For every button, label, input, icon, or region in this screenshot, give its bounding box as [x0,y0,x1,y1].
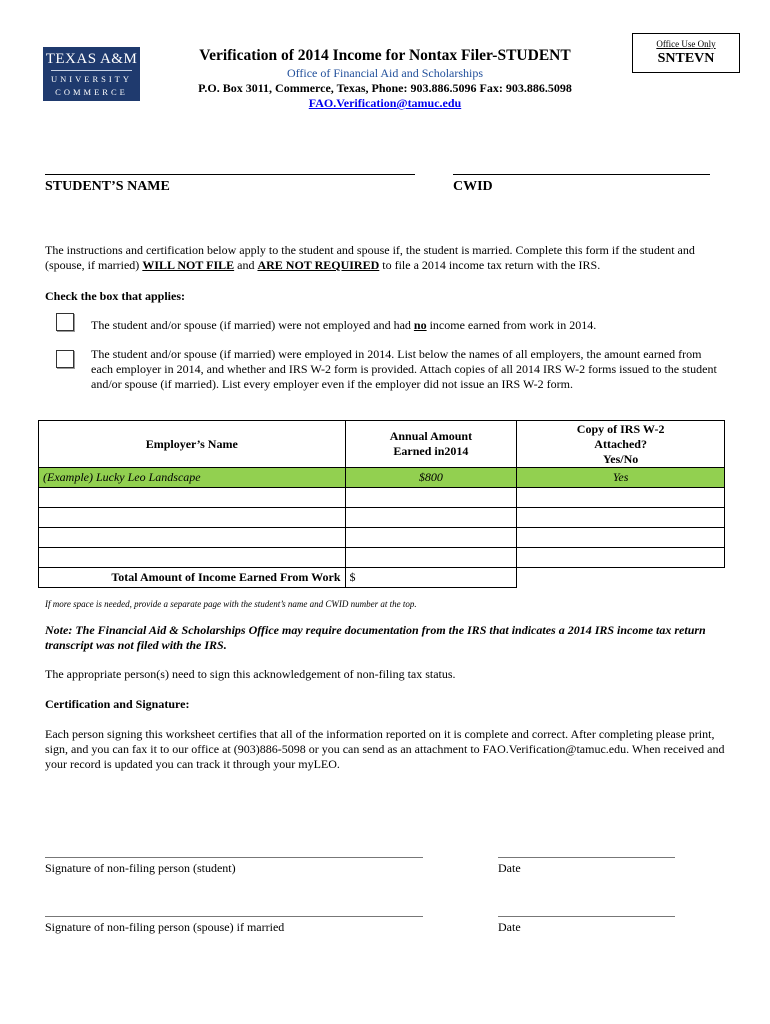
irs-note: Note: The Financial Aid & Scholarships Office may require documentation from the IRS that indicates a 2014 IRS income tax return transcript was not filed with the IRS. [45,623,706,652]
employer-name-header: Employer’s Name [39,421,346,468]
student-date-label: Date [498,861,521,875]
student-signature-label: Signature of non-filing person (student) [45,861,236,875]
example-row [39,468,725,488]
will-not-file: WILL NOT FILE [142,258,235,272]
cwid-label: CWID [453,179,493,194]
total-label: Total Amount of Income Earned From Work [39,568,346,588]
student-name-field[interactable] [45,174,415,175]
university-logo [43,47,140,101]
option-not-employed [91,318,721,333]
logo-line-2: UNIVERSITY [51,74,132,84]
form-title: Verification of 2014 Income for Nontax Filer-STUDENT [199,47,571,64]
table-row[interactable] [39,508,725,528]
office-email-link[interactable]: FAO.Verification@tamuc.edu [308,96,462,110]
office-use-code: SNTEVN [657,51,715,66]
instructions-part-2: to file a 2014 income tax return with the IRS. [379,258,601,272]
spouse-date-field[interactable] [498,916,675,917]
student-name-label: STUDENT’S NAME [45,179,170,194]
option-1-no: no [413,318,427,332]
example-amount: $800 [345,468,517,488]
option-employed: The student and/or spouse (if married) were employed in 2014. List below the names of all employers, the amount earned from each employer in 2014, and whether and IRS W-2 form is provided. Attach copies of all 2014 IRS W-2 forms issued to the student and/or spouse (if married). List every employer even if the employer did not issue an IRS W-2 form. [91,347,717,391]
w2-header: Copy of IRS W-2 Attached? Yes/No [517,421,725,468]
table-footnote: If more space is needed, provide a separate page with the student’s name and CWID number at the top. [45,599,417,609]
employed-checkbox[interactable] [56,350,74,368]
option-1-after: income earned from work in 2014. [426,318,597,332]
spouse-date-label: Date [498,920,521,934]
total-row [39,568,725,588]
cwid-field[interactable] [453,174,710,175]
spouse-signature-field[interactable] [45,916,423,917]
not-required: ARE NOT REQUIRED [257,258,380,272]
example-employer: (Example) Lucky Leo Landscape [39,468,346,488]
logo-line-1: TEXAS A&M [45,51,138,67]
total-amount-field[interactable]: $ [345,568,517,588]
table-header-row [39,421,725,468]
logo-line-3: COMMERCE [55,87,128,97]
employer-table [38,420,725,588]
not-employed-checkbox[interactable] [56,313,74,331]
office-address: P.O. Box 3011, Commerce, Texas, Phone: 903.886.5096 Fax: 903.886.5098 [198,81,572,95]
office-use-box [632,33,740,73]
annual-amount-header: Annual Amount Earned in2014 [345,421,517,468]
acknowledgement-text: The appropriate person(s) need to sign this acknowledgement of non-filing tax status. [45,667,456,681]
certification-text: Each person signing this worksheet certifies that all of the information reported on it is complete and correct. After completing please print, sign, and you can fax it to our office at (903)886-5098 or you can send as an attachment to FAO.Verification@tamuc.edu. When received and your record is updated you can track it through your myLEO. [45,727,725,771]
table-row[interactable] [39,528,725,548]
student-date-field[interactable] [498,857,675,858]
logo-divider [51,70,132,71]
table-row[interactable] [39,548,725,568]
example-w2: Yes [517,468,725,488]
table-row[interactable] [39,488,725,508]
instructions [45,243,725,273]
instructions-part-1: The instructions and certification below apply to the student and spouse if, the student is married. Complete this form if the student and (spouse, if married) [45,243,695,272]
instructions-and: and [234,258,258,272]
certification-heading: Certification and Signature: [45,697,190,711]
spouse-signature-label: Signature of non-filing person (spouse) if married [45,920,285,934]
office-name: Office of Financial Aid and Scholarships [286,66,484,80]
option-1-before: The student and/or spouse (if married) were not employed and had [91,318,414,332]
check-label: Check the box that applies: [45,289,186,303]
office-use-label: Office Use Only [656,39,716,49]
student-signature-field[interactable] [45,857,423,858]
